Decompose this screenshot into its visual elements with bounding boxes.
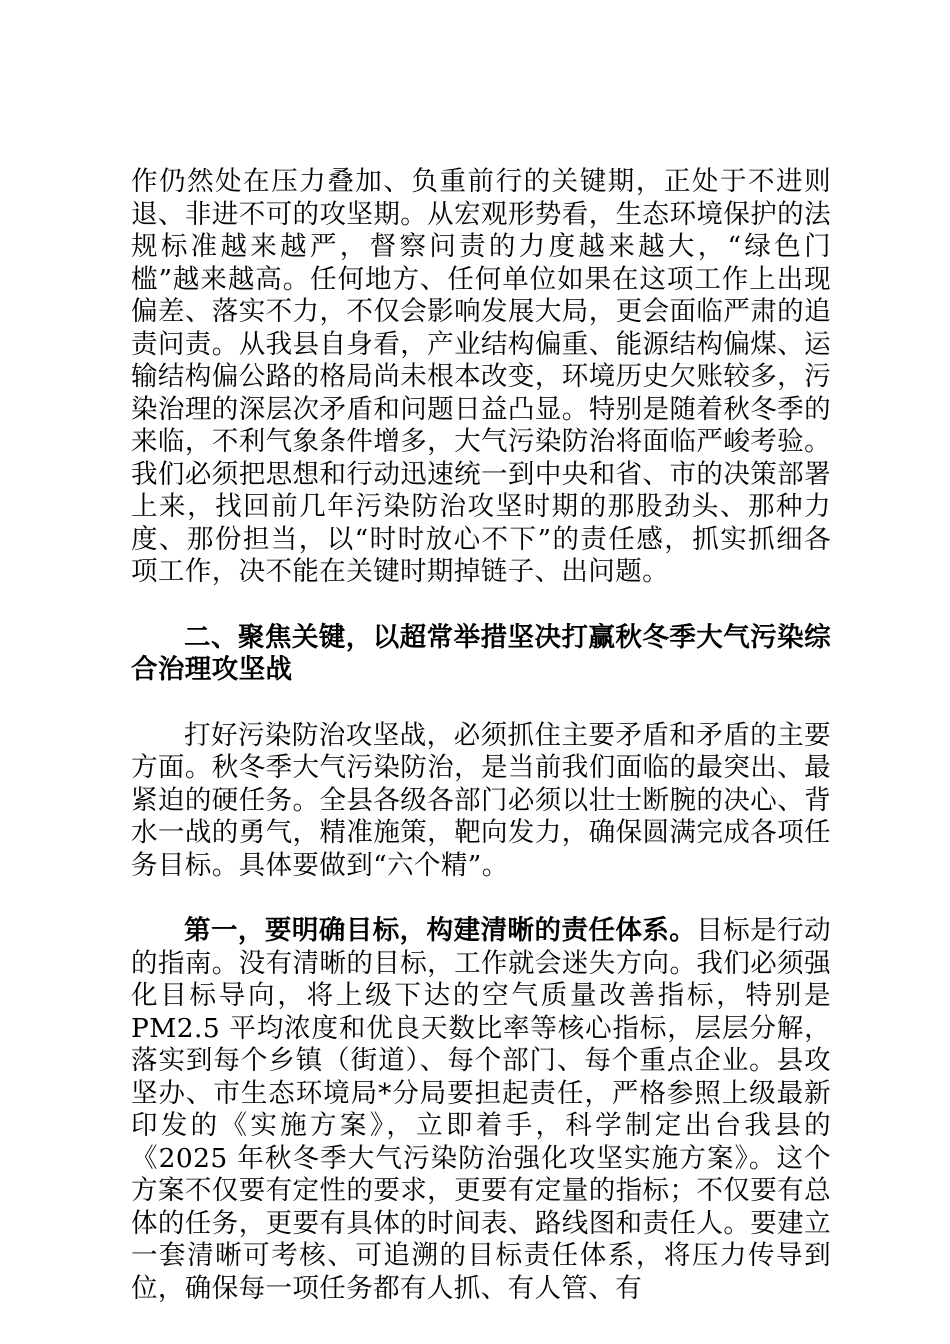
document-page	[131, 166, 831, 1305]
body-paragraph-continued: 作仍然处在压力叠加、负重前行的关键期，正处于不进则退、非进不可的攻坚期。从宏观形势看，生态环境保护的法规标准越来越严，督察问责的力度越来越大，“绿色门槛”越来越高。任何地方、任何单位如果在这项工作上出现偏差、落实不力，不仅会影响发展大局，更会面临严肃的追责问责。从我县自身看，产业结构偏重、能源结构偏煤、运输结构偏公路的格局尚未根本改变，环境历史欠账较多，污染治理的深层次矛盾和问题日益凸显。特别是随着秋冬季的来临，不利气象条件增多，大气污染防治将面临严峻考验。我们必须把思想和行动迅速统一到中央和省、市的决策部署上来，找回前几年污染防治攻坚时期的那股劲头、那种力度、那份担当，以“时时放心不下”的责任感，抓实抓细各项工作，决不能在关键时期掉链子、出问题。	[131, 166, 831, 587]
body-paragraph-first-point	[131, 915, 831, 1305]
point-lead-sentence: 第一，要明确目标，构建清晰的责任体系。	[184, 915, 697, 946]
point-body-text: 目标是行动的指南。没有清晰的目标，工作就会迷失方向。我们必须强化目标导向，将上级下达的空气质量改善指标，特别是 PM2.5 平均浓度和优良天数比率等核心指标，层层分解，落实到每个乡镇（街道）、每个部门、每个重点企业。县攻坚办、市生态环境局*分局要担起责任，严格参照上级最新印发的《实施方案》，立即着手，科学制定出台我县的《2025 年秋冬季大气污染防治强化攻坚实施方案》。这个方案不仅要有定性的要求，更要有定量的指标；不仅要有总体的任务，更要有具体的时间表、路线图和责任人。要建立一套清晰可考核、可追溯的目标责任体系，将压力传导到位，确保每一项任务都有人抓、有人管、有	[131, 915, 831, 1304]
section-heading: 二、聚焦关键，以超常举措坚决打赢秋冬季大气污染综合治理攻坚战	[131, 621, 831, 685]
body-paragraph: 打好污染防治攻坚战，必须抓住主要矛盾和矛盾的主要方面。秋冬季大气污染防治，是当前我们面临的最突出、最紧迫的硬任务。全县各级各部门必须以壮士断腕的决心、背水一战的勇气，精准施策，靶向发力，确保圆满完成各项任务目标。具体要做到“六个精”。	[131, 719, 831, 881]
